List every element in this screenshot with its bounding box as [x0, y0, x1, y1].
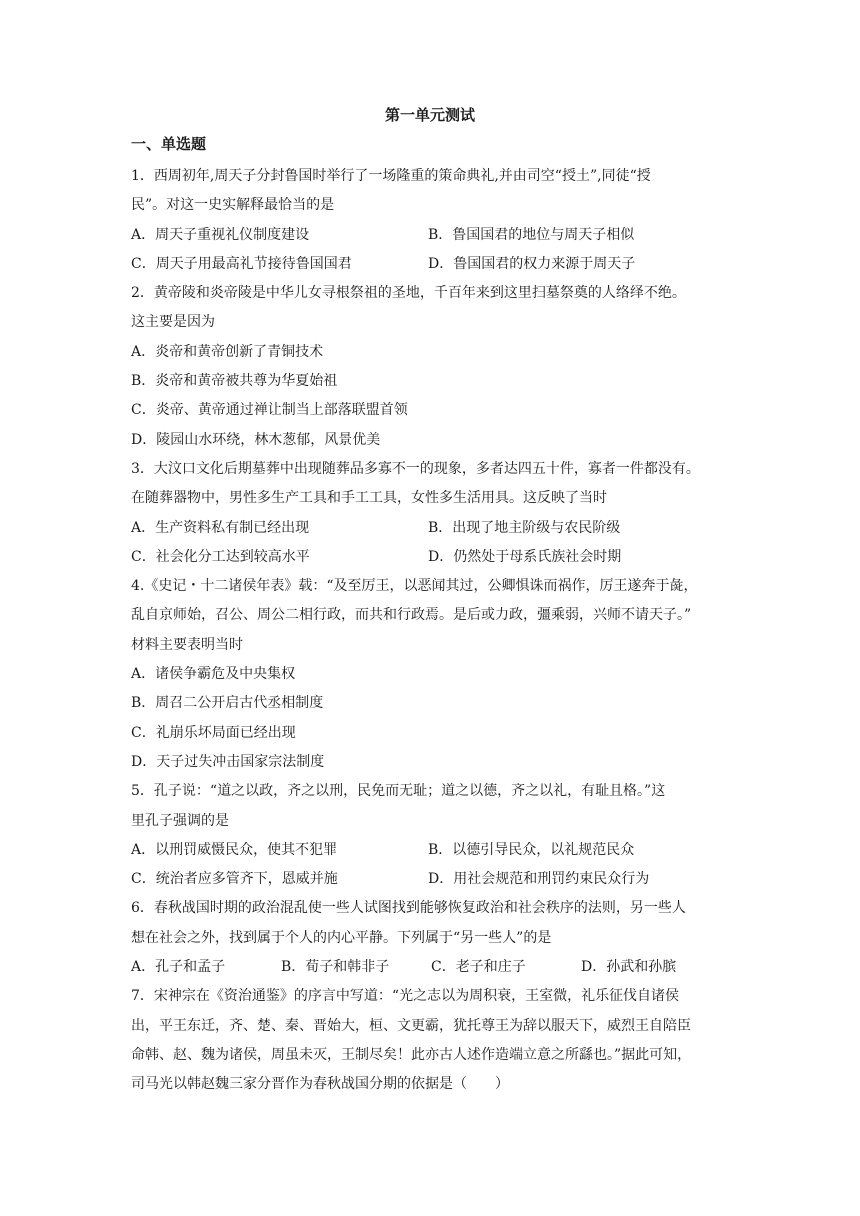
question-7	[131, 982, 731, 1099]
question-5	[131, 777, 731, 894]
options-row	[131, 865, 731, 894]
option-b: B．鲁国国君的地位与周天子相似	[428, 226, 635, 243]
question-stem-line: 在随葬器物中，男性多生产工具和手工工具，女性多生活用具。这反映了当时	[131, 490, 607, 507]
option-d: D．仍然处于母系氏族社会时期	[428, 548, 622, 565]
question-stem-line: 司马光以韩赵魏三家分晋作为春秋战国分期的依据是（ ）	[131, 1076, 509, 1093]
question-stem-line: 5．孔子说：“道之以政，齐之以刑，民免而无耻；道之以德，齐之以礼，有耻且格。”这	[131, 783, 666, 800]
question-stem-line: 民”。对这一史实解释最恰当的是	[131, 197, 335, 214]
question-stem-line: 6．春秋战国时期的政治混乱使一些人试图找到能够恢复政治和社会秩序的法则，另一些人	[131, 900, 686, 917]
option-d: D．天子过失冲击国家宗法制度	[131, 753, 325, 770]
question-list	[131, 162, 731, 1100]
option-c: C．炎帝、黄帝通过禅让制当上部落联盟首领	[131, 402, 408, 419]
options-row	[131, 221, 731, 250]
options-row	[131, 953, 731, 982]
option-d: D．鲁国国君的权力来源于周天子	[428, 255, 636, 272]
question-stem-line: 出，平王东迁，齐、楚、秦、晋始大，桓、文更霸，犹托尊王为辞以服天下，威烈王自陪臣	[131, 1017, 691, 1034]
option-d: D．孙武和孙膑	[581, 959, 677, 976]
section-heading: 一、单选题	[131, 135, 207, 153]
options-row	[131, 514, 731, 543]
options-row	[131, 250, 731, 279]
question-1	[131, 162, 731, 279]
option-a: A．周天子重视礼仪制度建设	[131, 226, 310, 243]
option-d: D．用社会规范和刑罚约束民众行为	[428, 871, 650, 888]
question-3	[131, 455, 731, 572]
option-b: B．荀子和韩非子	[281, 959, 390, 976]
question-stem-line: 这主要是因为	[131, 314, 215, 331]
question-stem-line: 4.《史记・十二诸侯年表》载：“及至厉王，以恶闻其过，公卿惧诛而祸作，厉王遂奔于彘，	[131, 578, 698, 595]
options-row	[131, 543, 731, 572]
option-a: A．孔子和孟子	[131, 959, 226, 976]
question-stem-line: 里孔子强调的是	[131, 812, 229, 829]
question-stem-line: 1．西周初年,周天子分封鲁国时举行了一场隆重的策命典礼,并由司空“授土”,同徒“授	[131, 168, 651, 184]
option-d: D．陵园山水环绕，林木葱郁，风景优美	[131, 431, 381, 448]
question-6	[131, 894, 731, 982]
option-b: B．炎帝和黄帝被共尊为华夏始祖	[131, 373, 338, 390]
question-stem-line: 想在社会之外，找到属于个人的内心平静。下列属于“另一些人”的是	[131, 929, 552, 946]
question-stem-line: 材料主要表明当时	[131, 636, 243, 653]
option-b: B．以德引导民众，以礼规范民众	[428, 841, 635, 858]
question-stem-line: 乱自京师始，召公、周公二相行政，而共和行政焉。是后或力政，彊乘弱，兴师不请天子。”	[131, 607, 692, 624]
option-c: C．周天子用最高礼节接待鲁国国君	[131, 255, 352, 272]
option-c: C．统治者应多管齐下，恩威并施	[131, 871, 338, 888]
option-a: A．炎帝和黄帝创新了青铜技术	[131, 343, 324, 360]
question-stem-line: 命韩、赵、魏为诸侯，周虽未灭，王制尽矣！此亦古人述作造端立意之所繇也。”据此可知，	[131, 1046, 692, 1063]
options-row	[131, 836, 731, 865]
option-b: B．出现了地主阶级与农民阶级	[428, 519, 621, 536]
option-c: C．老子和庄子	[431, 959, 526, 976]
question-stem-line: 2．黄帝陵和炎帝陵是中华儿女寻根祭祖的圣地，千百年来到这里扫墓祭奠的人络绎不绝。	[131, 285, 686, 302]
option-a: A．生产资料私有制已经出现	[131, 519, 310, 536]
question-stem-line: 3．大汶口文化后期墓葬中出现随葬品多寡不一的现象，多者达四五十件，寡者一件都没有。	[131, 460, 700, 477]
option-c: C．礼崩乐坏局面已经出现	[131, 724, 296, 741]
question-2	[131, 279, 731, 455]
option-b: B．周召二公开启古代丞相制度	[131, 695, 324, 712]
question-4	[131, 572, 731, 777]
option-a: A．诸侯争霸危及中央集权	[131, 666, 296, 683]
document-title: 第一单元测试	[384, 106, 475, 124]
option-c: C．社会化分工达到较高水平	[131, 548, 310, 565]
question-stem-line: 7．宋神宗在《资治通鉴》的序言中写道：“光之志以为周积衰，王室微，礼乐征伐自诸侯	[131, 988, 680, 1005]
option-a: A．以刑罚威慑民众，使其不犯罪	[131, 841, 338, 858]
